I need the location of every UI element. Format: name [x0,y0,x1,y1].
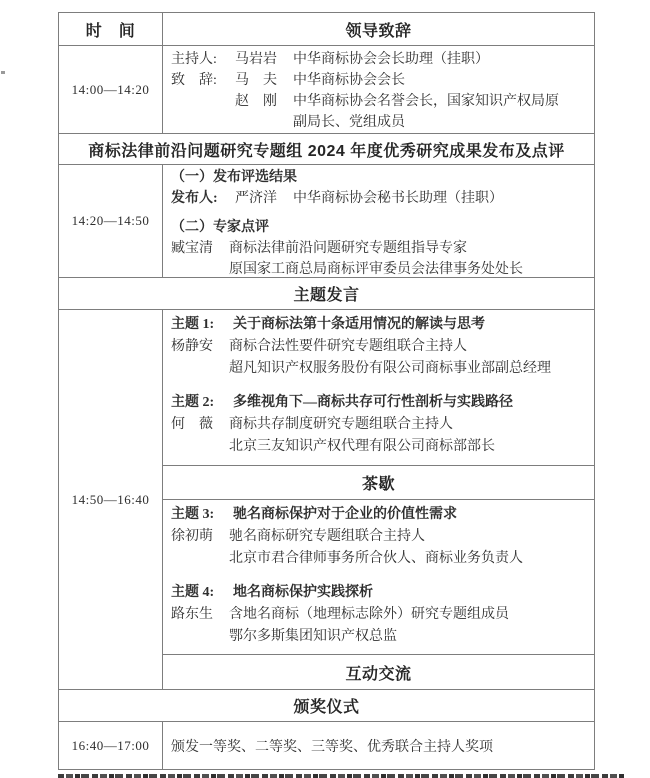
topic-1-speaker-line [171,336,588,358]
topic-1-label: 主题 1: [171,317,215,332]
speech-desc-2-cont: 副局长、党组成员 [293,115,405,130]
opening-speech-line-1 [171,70,588,91]
opening-row [59,45,594,133]
expert-desc: 商标法律前沿问题研究专题组指导专家 [229,241,467,256]
agenda-table [58,12,595,770]
topic-4-title-line [171,582,588,604]
topic-4-desc-2: 鄂尔多斯集团知识产权总监 [229,629,397,644]
topic-2-title: 多维视角下—商标共存可行性剖析与实践路径 [233,395,513,410]
host-desc: 中华商标协会会长助理（挂职） [293,52,489,67]
interaction-cell: 互动交流 [163,654,594,690]
host-name: 马岩岩 [235,52,277,67]
opening-speech-line-2-cont [293,112,588,133]
release-part1-line [171,188,588,209]
release-part2-line [171,238,588,259]
topic-1-desc-1: 商标合法性要件研究专题组联合主持人 [229,339,467,354]
topic-3-desc-2: 北京市君合律师事务所合伙人、商标业务负责人 [229,551,523,566]
section-title-results-release: 商标法律前沿问题研究专题组 2024 年度优秀研究成果发布及点评 [59,133,594,164]
topic-3-title: 驰名商标保护对于企业的价值性需求 [233,507,457,522]
scan-artifact [1,71,5,74]
release-name: 严济洋 [235,191,277,206]
speech-label: 致 辞: [171,73,217,88]
topics-3-4-block [163,499,594,654]
topic-4-speaker-line [171,604,588,626]
expert-name: 臧宝清 [171,241,213,256]
topic-3-speaker-line [171,526,588,548]
host-label: 主持人: [171,52,217,67]
topic-3-label: 主题 3: [171,507,215,522]
release-content [162,165,594,277]
release-part2-title: （二）专家点评 [171,220,269,235]
topic-1-desc-line-2 [229,358,588,380]
topic-1-desc-2: 超凡知识产权服务股份有限公司商标事业部副总经理 [229,361,551,376]
speech-name-2: 赵 刚 [235,94,277,109]
release-part1-title: （一）发布评选结果 [171,170,297,185]
release-part2-line-cont [229,259,588,280]
opening-speech-line-2 [171,91,588,112]
topic-2-speaker-line [171,414,588,436]
topic-2-desc-1: 商标共存制度研究专题组联合主持人 [229,417,453,432]
topics-1-2-block [163,310,594,465]
topic-1-title-line [171,314,588,336]
speech-desc-2: 中华商标协会名誉会长，国家知识产权局原 [293,94,559,109]
opening-host-line [171,49,588,70]
expert-desc-cont: 原国家工商总局商标评审委员会法律事务处处长 [229,262,523,277]
opening-time: 14:00—14:20 [71,81,150,97]
topic-2-desc-line-2 [229,436,588,458]
tea-break-cell: 茶歇 [163,465,594,499]
topic-3-speaker: 徐初萌 [171,529,213,544]
topic-3-desc-line-2 [229,548,588,570]
topic-1-title: 关于商标法第十条适用情况的解读与思考 [233,317,485,332]
release-time: 14:20—14:50 [71,213,150,228]
topic-3-title-line [171,504,588,526]
award-time: 16:40—17:00 [71,737,150,753]
topic-1-speaker: 杨静安 [171,339,213,354]
keynote-time: 14:50—16:40 [71,491,150,507]
topic-4-desc-line-2 [229,626,588,648]
opening-content [162,46,594,133]
topic-4-label: 主题 4: [171,585,215,600]
keynote-row [59,309,594,689]
topic-3-desc-1: 驰名商标研究专题组联合主持人 [229,529,425,544]
next-row-fragment [58,774,625,778]
section-title-award-ceremony: 颁奖仪式 [59,689,594,721]
section-title-leadership-remarks: 领导致辞 [162,13,594,45]
topic-2-desc-2: 北京三友知识产权代理有限公司商标部部长 [229,439,495,454]
release-row [59,164,594,277]
speech-name-1: 马 夫 [235,73,277,88]
award-desc: 颁发一等奖、二等奖、三等奖、优秀联合主持人奖项 [162,722,594,769]
time-column-header: 时 间 [85,22,136,40]
topic-2-speaker: 何 薇 [171,417,213,432]
topic-4-desc-1: 含地名商标（地理标志除外）研究专题组成员 [229,607,509,622]
speech-desc-1: 中华商标协会会长 [293,73,405,88]
topic-2-label: 主题 2: [171,395,215,410]
release-label: 发布人: [171,191,218,206]
topic-2-title-line [171,392,588,414]
award-row [59,721,594,769]
header-row [59,13,594,45]
keynote-content [162,310,594,689]
topic-4-speaker: 路东生 [171,607,213,622]
topic-4-title: 地名商标保护实践探析 [233,585,373,600]
release-desc: 中华商标协会秘书长助理（挂职） [293,191,503,206]
section-title-keynote-speeches: 主题发言 [59,277,594,309]
